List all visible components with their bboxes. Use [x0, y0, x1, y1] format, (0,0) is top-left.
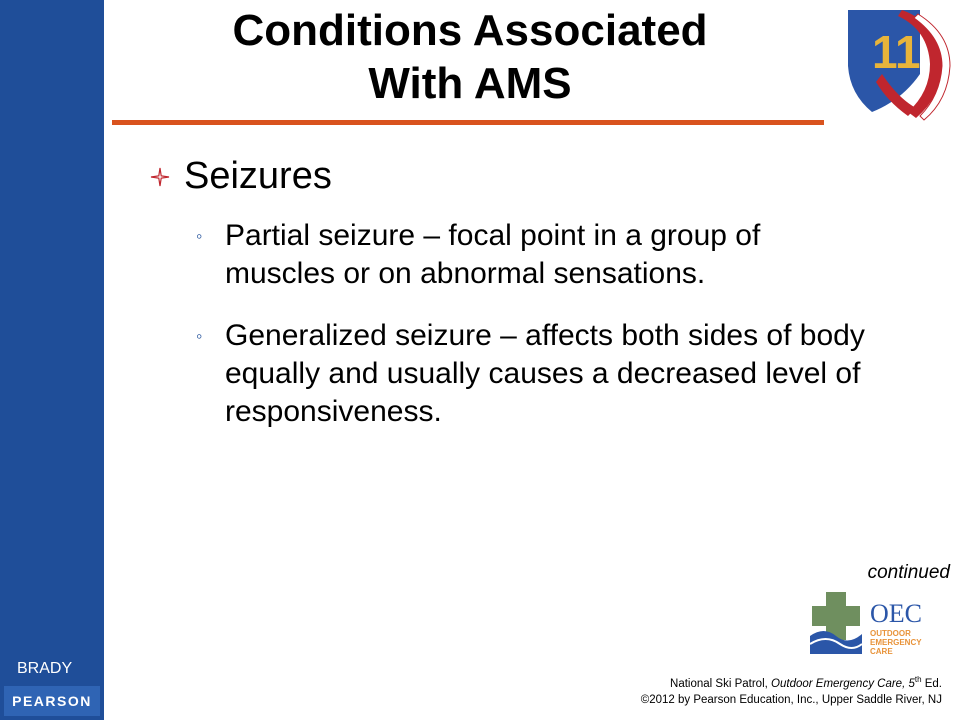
- slide-title: [130, 4, 810, 110]
- circle-bullet-icon: ◦: [196, 226, 203, 246]
- star-bullet-icon: [150, 167, 170, 187]
- oec-logo-sub-3: CARE: [870, 647, 893, 656]
- left-sidebar: [0, 0, 104, 720]
- chapter-number: 11: [872, 26, 921, 78]
- sub-bullet-generalized-seizure: [196, 317, 876, 431]
- copyright-credit: [641, 672, 942, 708]
- circle-bullet-icon: ◦: [196, 326, 203, 346]
- oec-logo: [806, 588, 946, 660]
- oec-logo-text: OEC: [870, 599, 922, 628]
- bullet-seizures: [150, 155, 332, 198]
- credit-line-2: ©2012 by Pearson Education, Inc., Upper Saddle River, NJ: [640, 693, 942, 706]
- title-underline: [112, 120, 824, 125]
- brady-logo-text: BRADY: [17, 660, 73, 677]
- sub-bullet-partial-seizure: [196, 217, 876, 293]
- credit-line-1: National Ski Patrol, Outdoor Emergency Care, 5th Ed.: [670, 675, 942, 690]
- title-line-1: Conditions Associated: [232, 6, 708, 55]
- bullet-text: Seizures: [184, 155, 332, 197]
- sub-bullet-text: Partial seizure – focal point in a group of muscles or on abnormal sensations.: [225, 219, 761, 290]
- title-line-2: With AMS: [368, 59, 572, 108]
- continued-label: continued: [867, 562, 950, 583]
- chapter-11-badge-icon: [842, 4, 954, 122]
- sub-bullet-text: Generalized seizure – affects both sides of body equally and usually causes a decreased level of responsiveness.: [225, 319, 865, 428]
- oec-logo-sub-2: EMERGENCY: [870, 638, 922, 647]
- pearson-logo: PEARSON: [4, 686, 100, 716]
- oec-logo-sub-1: OUTDOOR: [870, 629, 911, 638]
